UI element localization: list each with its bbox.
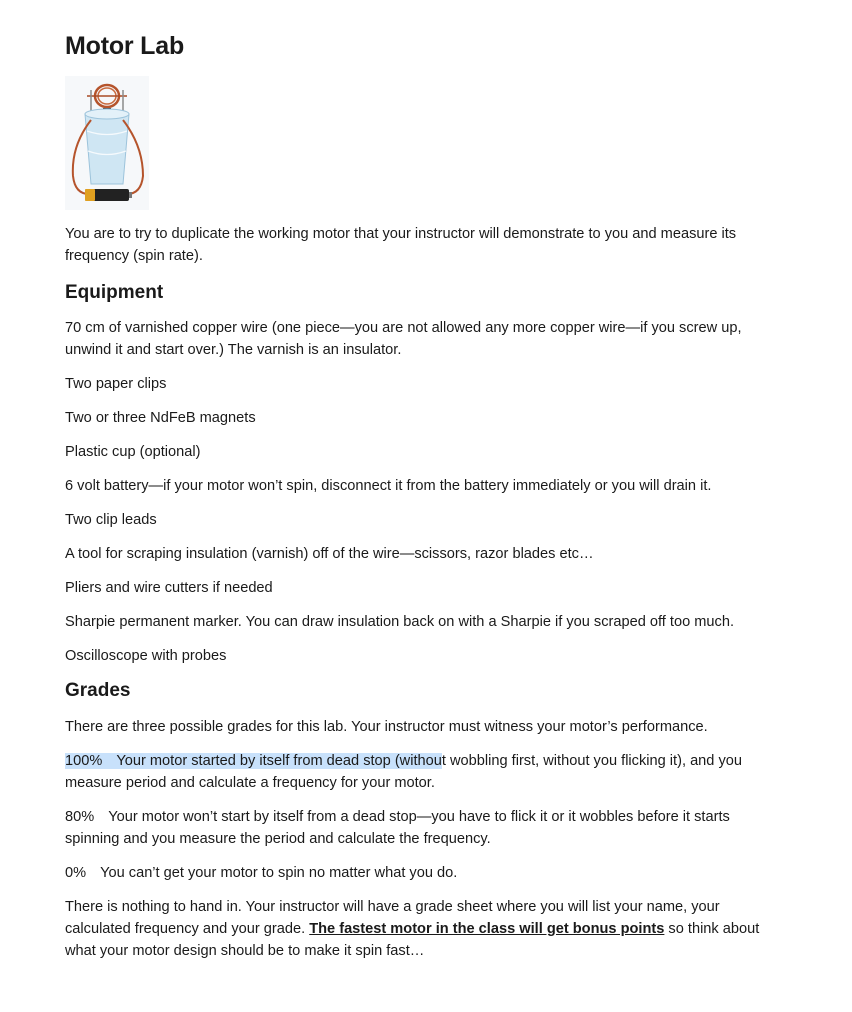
equipment-item: Two paper clips <box>65 376 167 392</box>
selected-text-highlight[interactable] <box>65 753 442 769</box>
grade-80-text: Your motor won’t start by itself from a dead stop—you have to flick it or it wobbles before it starts spinning and you measure the period and calculate the frequency. <box>65 809 730 847</box>
grade-100-text: t wobbling first, without you flicking it), and you measure period and calculate a frequency for your motor. <box>65 753 743 791</box>
closing-paragraph <box>65 896 785 962</box>
grade-0-paragraph <box>65 862 785 884</box>
equipment-item: Two or three NdFeB magnets <box>65 410 256 426</box>
grade-percent: 0% <box>65 865 87 881</box>
grade-0-text: You can’t get your motor to spin no matter what you do. <box>100 865 458 881</box>
grade-percent: 100% <box>65 753 103 769</box>
grade-100-paragraph <box>65 750 785 794</box>
equipment-list <box>65 317 785 667</box>
equipment-item: Oscilloscope with probes <box>65 648 227 664</box>
page-title: Motor Lab <box>65 32 185 60</box>
equipment-heading: Equipment <box>65 282 164 303</box>
bonus-points-text: The fastest motor in the class will get bonus points <box>309 921 665 937</box>
equipment-item: 6 volt battery—if your motor won’t spin, disconnect it from the battery immediately or you will drain it. <box>65 478 712 494</box>
document-page <box>65 28 785 962</box>
grades-intro: There are three possible grades for this lab. Your instructor must witness your motor’s performance. <box>65 719 708 735</box>
grade-percent: 80% <box>65 809 95 825</box>
closing-text-after: so think about what your motor design should be to make it spin fast… <box>65 921 760 959</box>
equipment-item: Pliers and wire cutters if needed <box>65 580 273 596</box>
grades-heading: Grades <box>65 680 131 701</box>
grade-80-paragraph <box>65 806 785 850</box>
equipment-item: Plastic cup (optional) <box>65 444 201 460</box>
equipment-item: 70 cm of varnished copper wire (one piece—you are not allowed any more copper wire—if you screw up, unwind it and start over.) The varnish is an insulator. <box>65 320 742 358</box>
motor-figure <box>65 76 149 210</box>
intro-paragraph: You are to try to duplicate the working motor that your instructor will demonstrate to you and measure its frequency (spin rate). <box>65 226 737 264</box>
closing-text-before: There is nothing to hand in. Your instructor will have a grade sheet where you will list your name, your calculated frequency and your grade. <box>65 899 720 937</box>
grades-list <box>65 716 785 962</box>
equipment-item: A tool for scraping insulation (varnish) off of the wire—scissors, razor blades etc… <box>65 546 594 562</box>
grade-100-highlighted-text: Your motor started by itself from dead stop (withou <box>116 753 442 769</box>
equipment-item: Two clip leads <box>65 512 157 528</box>
motor-battery-illustration-icon <box>65 76 149 210</box>
equipment-item: Sharpie permanent marker. You can draw insulation back on with a Sharpie if you scraped off too much. <box>65 614 735 630</box>
